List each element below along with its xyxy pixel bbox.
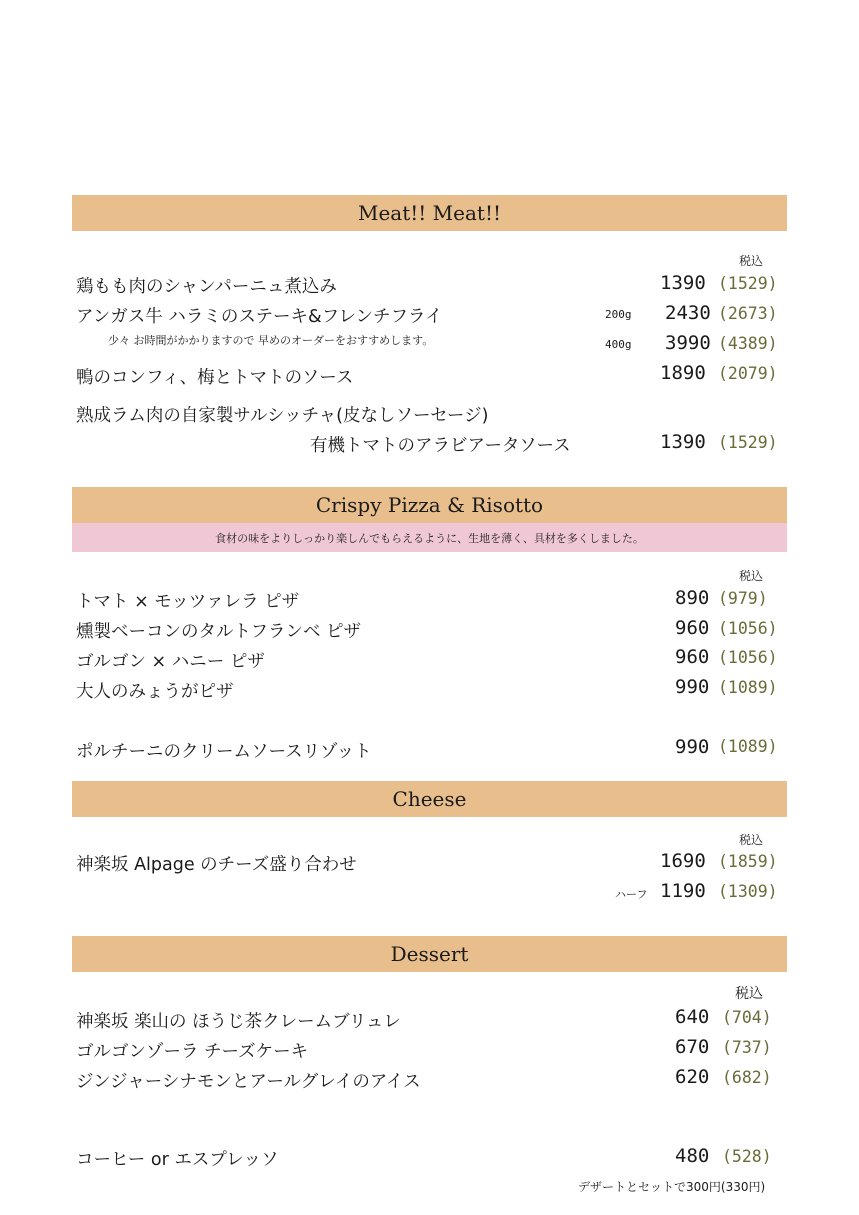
menu-item-name: ポルチーニのクリームソースリゾット [76,742,372,762]
menu-item-name: 燻製ベーコンのタルトフランベ ピザ [76,622,362,642]
menu-item-price-tax: (1859) [718,852,778,871]
menu-item-price-tax: (979) [718,589,768,608]
menu-item-price-tax: (4389) [718,334,778,353]
menu-item-price: 640 [675,1006,710,1028]
menu-item-price: 990 [675,736,710,758]
menu-item-price: 1390 [660,272,706,294]
menu-item-price-tax: (1089) [718,678,778,697]
section-header-meat: Meat!! Meat!! [72,195,787,231]
menu-item-name: アンガス牛 ハラミのステーキ&フレンチフライ [76,307,443,327]
half-portion-label: ハーフ [615,888,648,901]
menu-item-name: ジンジャーシナモンとアールグレイのアイス [76,1072,421,1092]
menu-item-name: 鶏もも肉のシャンパーニュ煮込み [76,277,337,297]
portion-label: 400g [605,338,632,351]
menu-item-price-tax: (1529) [718,274,778,293]
menu-item-price: 2430 [665,302,711,324]
menu-item-price-tax: (1056) [718,648,778,667]
menu-item-name-line2: 有機トマトのアラビアータソース [310,436,571,456]
menu-item-price-tax: (1089) [718,737,778,756]
menu-item-price: 670 [675,1036,710,1058]
menu-item-price-tax: (737) [722,1038,772,1057]
menu-item-price-tax: (2673) [718,304,778,323]
menu-item-price: 960 [675,617,710,639]
tax-included-label: 税込 [739,833,764,847]
menu-item-name: 神楽坂 Alpage のチーズ盛り合わせ [76,855,357,875]
menu-item-price-tax: (1309) [718,882,778,901]
menu-item-name: 熟成ラム肉の自家製サルシッチャ(皮なしソーセージ) [76,406,489,426]
section-header-pizza: Crispy Pizza & Risotto [72,487,787,523]
menu-item-price-tax: (1056) [718,619,778,638]
menu-item-price: 620 [675,1066,710,1088]
set-price-note: デザートとセットで300円(330円) [578,1180,766,1194]
menu-item-price: 1190 [660,880,706,902]
menu-item-name: 神楽坂 楽山の ほうじ茶クレームブリュレ [76,1012,401,1032]
menu-item-price: 1690 [660,850,706,872]
section-note-pizza: 食材の味をよりしっかり楽しんでもらえるように、生地を薄く、具材を多くしました。 [72,523,787,552]
menu-item-price: 990 [675,676,710,698]
tax-included-label: 税込 [739,569,764,583]
section-header-cheese: Cheese [72,781,787,817]
menu-item-price: 890 [675,587,710,609]
tax-included-label: 税込 [739,254,764,268]
menu-item-price: 480 [675,1145,710,1167]
menu-item-name: トマト × モッツァレラ ピザ [76,592,300,612]
menu-item-price: 960 [675,646,710,668]
menu-item-price-tax: (704) [722,1008,772,1027]
menu-item-name: 鴨のコンフィ、梅とトマトのソース [76,368,354,388]
portion-label: 200g [605,308,632,321]
menu-item-price-tax: (682) [722,1068,772,1087]
tax-included-label: 税込 [735,986,763,1002]
menu-item-name: ゴルゴンゾーラ チーズケーキ [76,1042,309,1062]
menu-item-price: 3990 [665,332,711,354]
menu-item-price: 1390 [660,431,706,453]
menu-item-price-tax: (528) [722,1147,772,1166]
menu-item-price-tax: (1529) [718,433,778,452]
menu-item-name: 大人のみょうがピザ [76,682,234,702]
menu-item-name: ゴルゴン × ハニー ピザ [76,652,265,672]
menu-item-name: コーヒー or エスプレッソ [76,1150,279,1170]
section-header-dessert: Dessert [72,936,787,972]
menu-item-price-tax: (2079) [718,364,778,383]
menu-item-price: 1890 [660,362,706,384]
menu-item-note: 少々 お時間がかかりますので 早めのオーダーをおすすめします。 [108,334,434,347]
